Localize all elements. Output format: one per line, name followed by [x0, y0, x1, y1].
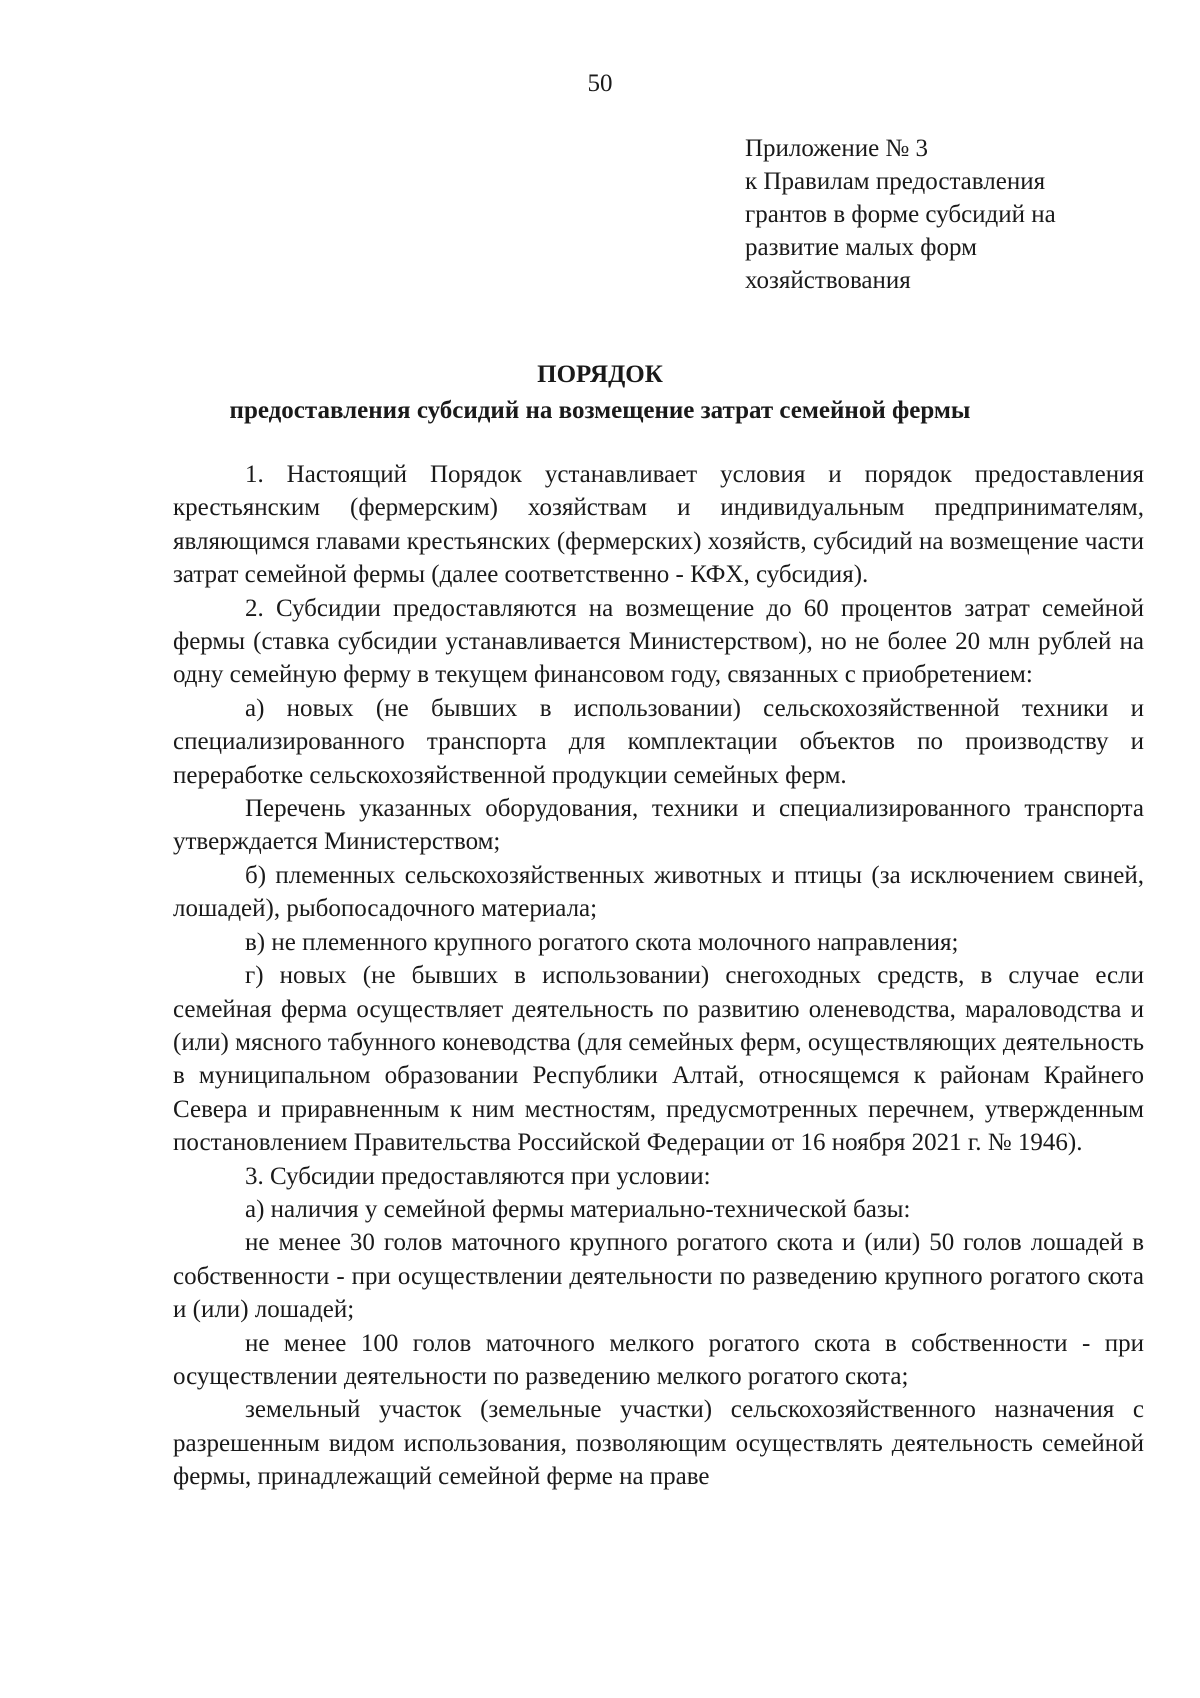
appendix-line: хозяйствования [745, 267, 911, 294]
paragraph: 1. Настоящий Порядок устанавливает условия и порядок предоставления крестьянским (фермерским) хозяйствам и индивидуальным предпринимателям, являющимся главами крестьянских (фермерских) хозяйств, субсидий на возмещение части затрат семейной фермы (далее соответственно - КФХ, субсидия). [173, 461, 1144, 589]
paragraph: 3. Субсидии предоставляются при условии: [245, 1162, 711, 1190]
paragraph: не менее 30 голов маточного крупного рогатого скота и (или) 50 голов лошадей в собственности - при осуществлении деятельности по разведению крупного рогатого скота и (или) лошадей; [173, 1229, 1144, 1324]
appendix-line: Приложение № 3 [745, 135, 929, 162]
page-number: 50 [587, 70, 613, 97]
appendix-line: к Правилам предоставления [745, 168, 1046, 195]
paragraph: а) наличия у семейной фермы материально-технической базы: [245, 1195, 911, 1223]
appendix-line: грантов в форме субсидий на [745, 201, 1056, 228]
paragraph: б) племенных сельскохозяйственных животных и птицы (за исключением свиней, лошадей), рыбопосадочного материала; [173, 861, 1144, 923]
document-subtitle: предоставления субсидий на возмещение затрат семейной фермы [229, 397, 971, 424]
paragraph: не менее 100 голов маточного мелкого рогатого скота в собственности - при осуществлении деятельности по разведению мелкого рогатого скота; [173, 1329, 1144, 1390]
paragraph: Перечень указанных оборудования, техники и специализированного транспорта утверждается Министерством; [173, 795, 1144, 856]
appendix-header [745, 132, 1165, 297]
paragraph: а) новых (не бывших в использовании) сельскохозяйственной техники и специализированного транспорта для комплектации объектов по производству и переработке сельскохозяйственной продукции семейных ферм. [173, 694, 1144, 789]
paragraph: земельный участок (земельные участки) сельскохозяйственного назначения с разрешенным видом использования, позволяющим осуществлять деятельность семейной фермы, принадлежащий семейной ферме на праве [173, 1396, 1144, 1491]
document-title: ПОРЯДОК [537, 361, 663, 388]
paragraph: в) не племенного крупного рогатого скота молочного направления; [245, 928, 959, 956]
paragraph: г) новых (не бывших в использовании) снегоходных средств, в случае если семейная ферма осуществляет деятельность по развитию оленеводства, мараловодства и (или) мясного табунного коневодства (для семейных ферм, осуществляющих деятельность в муниципальном образовании Республики Алтай, относящемся к районам Крайнего Севера и приравненным к ним местностям, предусмотренных перечнем, утвержденным постановлением Правительства Российской Федерации от 16 ноября 2021 г. № 1946). [173, 962, 1144, 1157]
document-body [173, 458, 1144, 1494]
paragraph: 2. Субсидии предоставляются на возмещение до 60 процентов затрат семейной фермы (ставка субсидии устанавливается Министерством), но не более 20 млн рублей на одну семейную ферму в текущем финансовом году, связанных с приобретением: [173, 594, 1144, 689]
appendix-line: развитие малых форм [745, 234, 977, 261]
